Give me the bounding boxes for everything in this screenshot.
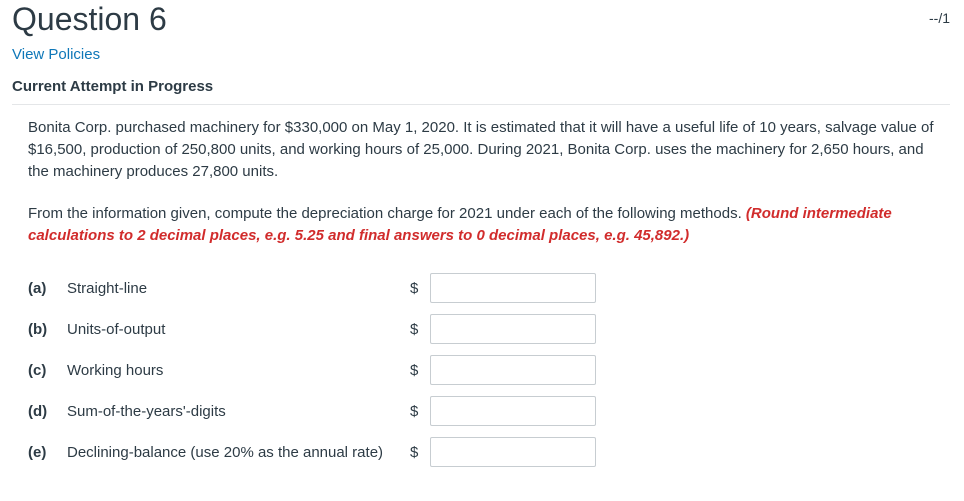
method-label: Units-of-output — [67, 321, 166, 338]
working-hours-input[interactable] — [430, 355, 596, 385]
currency-symbol: $ — [410, 321, 419, 338]
question-score: --/1 — [929, 10, 950, 26]
answer-row-a — [28, 273, 608, 305]
instructions-text: From the information given, compute the depreciation charge for 2021 under each of the following methods. — [28, 205, 746, 222]
method-label: Working hours — [67, 362, 164, 379]
question-title: Question 6 — [12, 1, 167, 37]
problem-statement: Bonita Corp. purchased machinery for $330,000 on May 1, 2020. It is estimated that it will have a useful life of 10 years, salvage value of $16,500, production of 250,800 units, and working hours of 25,000. During 2021, Bonita Corp. uses the machinery for 2,650 hours, and the machinery produces 27,800 units. — [28, 119, 934, 180]
row-letter: (c) — [28, 362, 47, 379]
row-letter: (d) — [28, 403, 48, 420]
answer-row-c — [28, 355, 608, 387]
answer-row-d — [28, 396, 608, 428]
divider — [12, 104, 950, 105]
currency-symbol: $ — [410, 280, 419, 297]
view-policies-link[interactable]: View Policies — [12, 46, 101, 63]
method-label: Sum-of-the-years'-digits — [67, 403, 226, 420]
straight-line-input[interactable] — [430, 273, 596, 303]
units-of-output-input[interactable] — [430, 314, 596, 344]
answer-row-b — [28, 314, 608, 346]
declining-balance-input[interactable] — [430, 437, 596, 467]
sum-of-years-digits-input[interactable] — [430, 396, 596, 426]
currency-symbol: $ — [410, 403, 419, 420]
row-letter: (a) — [28, 280, 47, 297]
attempt-status: Current Attempt in Progress — [12, 78, 214, 95]
rounding-instruction: (Round intermediate calculations to 2 decimal places, e.g. 5.25 and final answers to 0 decimal places, e.g. 45,892.) — [28, 205, 892, 244]
instructions — [28, 203, 938, 247]
row-letter: (e) — [28, 444, 47, 461]
currency-symbol: $ — [410, 444, 419, 461]
row-letter: (b) — [28, 321, 48, 338]
answer-row-e — [28, 437, 608, 469]
currency-symbol: $ — [410, 362, 419, 379]
method-label: Declining-balance (use 20% as the annual rate) — [67, 444, 384, 461]
method-label: Straight-line — [67, 280, 148, 297]
